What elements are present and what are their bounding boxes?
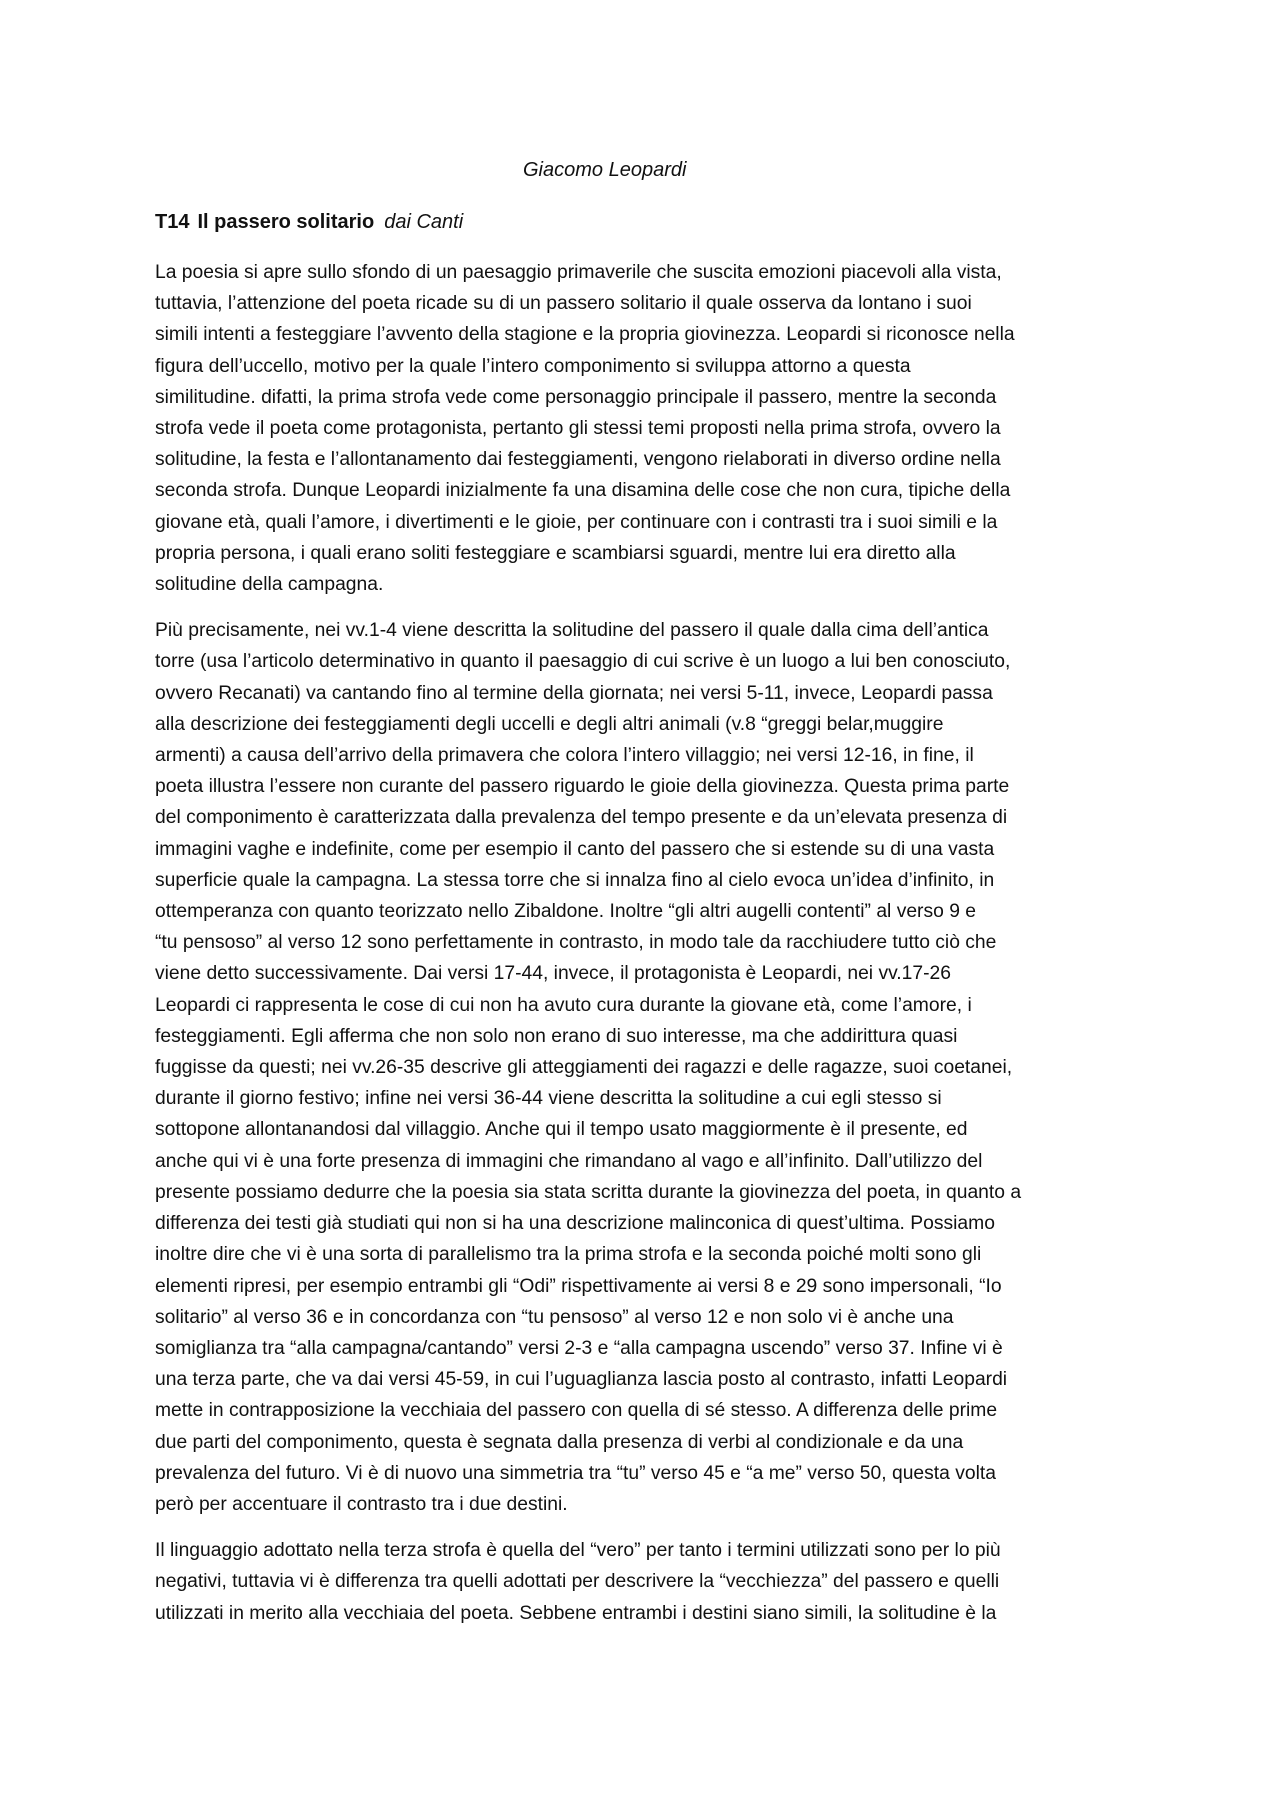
text-line: anche qui vi è una forte presenza di immagini che rimandano al vago e all’infinito. Dall’utilizzo del xyxy=(155,1150,983,1172)
text-line: torre (usa l’articolo determinativo in quanto il paesaggio di cui scrive è un luogo a lui ben conosciuto, xyxy=(155,651,1011,673)
text-line: giovane età, quali l’amore, i divertimenti e le gioie, per continuare con i contrasti tra i suoi simili e la xyxy=(155,511,998,533)
text-line: solitudine, la festa e l’allontanamento dai festeggiamenti, vengono rielaborati in diverso ordine nella xyxy=(155,449,1001,471)
text-line: sottopone allontanandosi dal villaggio. Anche qui il tempo usato maggiormente è il presente, ed xyxy=(155,1119,968,1141)
text-line: prevalenza del futuro. Vi è di nuovo una simmetria tra “tu” verso 45 e “a me” verso 50, questa volta xyxy=(155,1462,996,1484)
text-line: alla descrizione dei festeggiamenti degli uccelli e degli altri animali (v.8 “greggi belar,muggire xyxy=(155,713,944,735)
text-line: solitario” al verso 36 e in concordanza con “tu pensoso” al verso 12 e non solo vi è anche una xyxy=(155,1306,954,1328)
text-line: presente possiamo dedurre che la poesia sia stata scritta durante la giovinezza del poeta, in quanto a xyxy=(155,1181,1022,1203)
text-line: fuggisse da questi; nei vv.26-35 descrive gli atteggiamenti dei ragazzi e delle ragazze, suoi coetanei, xyxy=(155,1057,1013,1079)
paragraph xyxy=(155,257,1130,600)
text-line: del componimento è caratterizzata dalla prevalenza del tempo presente e da un’elevata presenza di xyxy=(155,807,1008,829)
text-line: una terza parte, che va dai versi 45-59, in cui l’uguaglianza lascia posto al contrasto, infatti Leopardi xyxy=(155,1369,1008,1391)
text-line: strofa vede il poeta come protagonista, pertanto gli stessi temi proposti nella prima strofa, ovvero la xyxy=(155,418,1001,440)
section-heading xyxy=(155,209,463,235)
text-code: T14 xyxy=(155,211,190,233)
text-line: simili intenti a festeggiare l’avvento della stagione e la propria giovinezza. Leopardi si riconosce nella xyxy=(155,324,1015,346)
text-line: La poesia si apre sullo sfondo di un paesaggio primaverile che suscita emozioni piacevoli alla vista, xyxy=(155,262,1002,283)
text-line: tuttavia, l’attenzione del poeta ricade su di un passero solitario il quale osserva da lontano i suoi xyxy=(155,293,972,315)
text-line: superficie quale la campagna. La stessa torre che si innalza fino al cielo evoca un’idea d’infinito, in xyxy=(155,869,995,891)
text-line: similitudine. difatti, la prima strofa vede come personaggio principale il passero, mentre la seconda xyxy=(155,386,997,408)
text-line: festeggiamenti. Egli afferma che non solo non erano di suo interesse, ma che addirittura quasi xyxy=(155,1025,958,1047)
text-line: Leopardi ci rappresenta le cose di cui non ha avuto cura durante la giovane età, come l’amore, i xyxy=(155,994,972,1016)
text-line: differenza dei testi già studiati qui non si ha una descrizione malinconica di quest’ultima. Possiamo xyxy=(155,1213,995,1235)
text-line: immagini vaghe e indefinite, come per esempio il canto del passero che si estende su di una vasta xyxy=(155,838,995,860)
poem-source: dai Canti xyxy=(384,211,464,233)
text-line: negativi, tuttavia vi è differenza tra quelli adottati per descrivere la “vecchiezza” del passero e quelli xyxy=(155,1571,1000,1593)
text-line: mette in contrapposizione la vecchiaia del passero con quella di sé stesso. A differenza delle prime xyxy=(155,1400,998,1422)
text-line: seconda strofa. Dunque Leopardi inizialmente fa una disamina delle cose che non cura, tipiche della xyxy=(155,480,1011,502)
poem-title: Il passero solitario xyxy=(197,211,375,233)
text-line: ovvero Recanati) va cantando fino al termine della giornata; nei versi 5-11, invece, Leopardi passa xyxy=(155,682,993,704)
text-line: poeta illustra l’essere non curante del passero riguardo le gioie della giovinezza. Questa prima parte xyxy=(155,776,1010,798)
text-line: ottemperanza con quanto teorizzato nello Zibaldone. Inoltre “gli altri augelli contenti” al verso 9 e xyxy=(155,901,976,923)
paragraph xyxy=(155,1535,1130,1629)
text-line: durante il giorno festivo; infine nei versi 36-44 viene descritta la solitudine a cui egli stesso si xyxy=(155,1088,942,1110)
text-line: Più precisamente, nei vv.1-4 viene descritta la solitudine del passero il quale dalla cima dell’antica xyxy=(155,620,989,642)
text-line: propria persona, i quali erano soliti festeggiare e scambiarsi sguardi, mentre lui era diretto alla xyxy=(155,542,956,564)
text-line: però per accentuare il contrasto tra i due destini. xyxy=(155,1493,568,1515)
paragraph xyxy=(155,615,1130,1520)
text-line: somiglianza tra “alla campagna/cantando” versi 2-3 e “alla campagna uscendo” verso 37. Infine vi è xyxy=(155,1337,1003,1359)
text-line: inoltre dire che vi è una sorta di parallelismo tra la prima strofa e la seconda poiché molti sono gli xyxy=(155,1244,982,1266)
text-line: elementi ripresi, per esempio entrambi gli “Odi” rispettivamente ai versi 8 e 29 sono impersonali, “Io xyxy=(155,1275,1002,1297)
text-line: armenti) a causa dell’arrivo della primavera che colora l’intero villaggio; nei versi 12-16, in fine, il xyxy=(155,745,974,767)
text-line: due parti del componimento, questa è segnata dalla presenza di verbi al condizionale e da una xyxy=(155,1431,964,1453)
text-line: utilizzati in merito alla vecchiaia del poeta. Sebbene entrambi i destini siano simili, la solitudine è la xyxy=(155,1602,997,1624)
body-text xyxy=(155,257,1130,1644)
text-line: viene detto successivamente. Dai versi 17-44, invece, il protagonista è Leopardi, nei vv.17-26 xyxy=(155,963,951,985)
text-line: figura dell’uccello, motivo per la quale l’intero componimento si sviluppa attorno a questa xyxy=(155,355,911,377)
text-line: Il linguaggio adottato nella terza strofa è quella del “vero” per tanto i termini utilizzati sono per lo più xyxy=(155,1540,1001,1562)
author-name: Giacomo Leopardi xyxy=(523,159,687,181)
text-line: “tu pensoso” al verso 12 sono perfettamente in contrasto, in modo tale da racchiudere tutto ciò che xyxy=(155,932,997,954)
text-line: solitudine della campagna. xyxy=(155,574,384,596)
